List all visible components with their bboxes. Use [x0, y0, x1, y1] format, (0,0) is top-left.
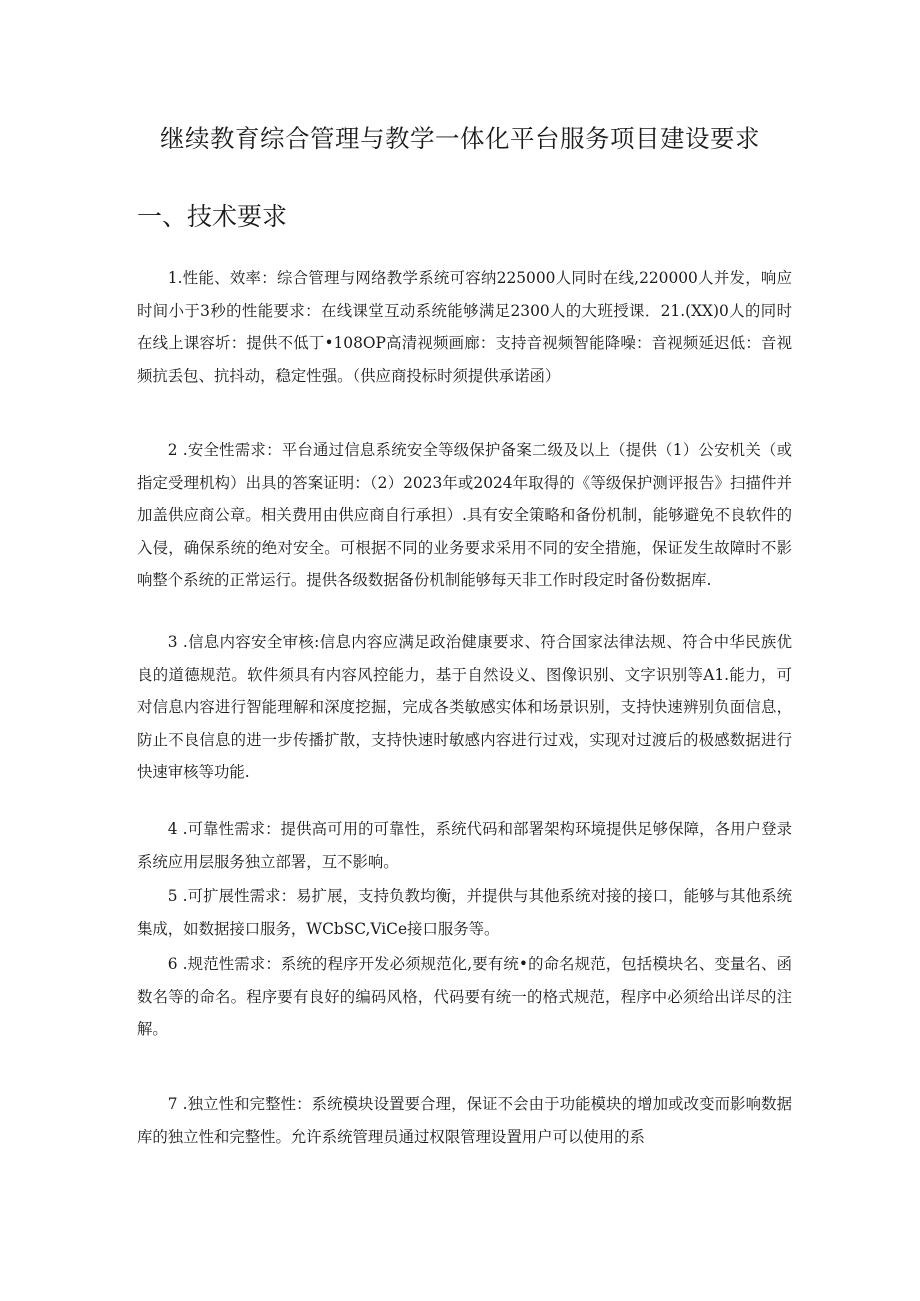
section-heading: 一、技术要求: [137, 202, 288, 231]
document-title: 继续教育综合管理与教学一体化平台服务项目建设要求: [160, 124, 760, 153]
paragraph-performance: 1.性能、效率：综合管理与网络教学系统可容纳225000人同时在线,220000人并发，响应时间小于3秒的性能要求：在线课堂互动系统能够满足2300人的大班授课．21.(XX)0人的同时在线上课容圻：提供不低丁•108OP高清视频画廊：支持音视频智能降噪：音视频延迟低：音视频抗丢包、抗抖动，稳定性强。（供应商投标时须提供承诺函）: [137, 269, 792, 385]
paragraph-independence: 7 .独立性和完整性：系统模块设置要合理，保证不会由于功能模块的增加或改变而影响数据库的独立性和完整性。允许系统管理员通过权限管理设置用户可以使用的系: [137, 1095, 792, 1146]
paragraph-security: 2 .安全性需求：平台通过信息系统安全等级保护备案二级及以上（提供（1）公安机关（或指定受理机构）出具的答案证明：（2）2023年或2024年取得的《等级保护测评报告》扫描件并加盖供应商公章。相关费用由供应商自行承担）.具有安全策略和备份机制，能够避免不良软件的入侵，确保系统的绝对安全。可根据不同的业务要求采用不同的安全措施，保证发生故障时不影响整个系统的正常运行。提供各级数据备份机制能够每天非工作时段定时备份数据库.: [137, 441, 792, 590]
paragraph-standardization: 6 .规范性需求：系统的程序开发必须规范化,要有统•的命名规范，包括模块名、变量名、函数名等的命名。程序要有良好的编码风格，代码要有统一的格式规范，程序中必须给出详尽的注解。: [137, 955, 792, 1039]
paragraph-reliability: 4 .可靠性需求：提供高可用的可靠性，系统代码和部署架构环境提供足够保障，各用户登录系统应用层服务独立部署，互不影响。: [137, 820, 792, 871]
paragraph-scalability: 5 .可扩展性需求：易扩展，支持负教均衡，并提供与其他系统对接的接口，能够与其他系统集成，如数据接口服务，WCbSC,ViCe接口服务等。: [137, 887, 792, 938]
paragraph-content-audit: 3 .信息内容安全审核:信息内容应满足政治健康要求、符合国家法律法规、符合中华民族优良的道德规范。软件须具有内容风控能力，基于自然设义、图像识别、文字识别等A1.能力，可对信息内容进行智能理解和深度挖掘，完成各类敏感实体和场景识别，支持快速辨别负面信息，防止不良信息的进一步传播扩散，支持快速时敏感内容进行过戏，实现对过渡后的极感数据进行快速审核等功能.: [137, 633, 792, 782]
